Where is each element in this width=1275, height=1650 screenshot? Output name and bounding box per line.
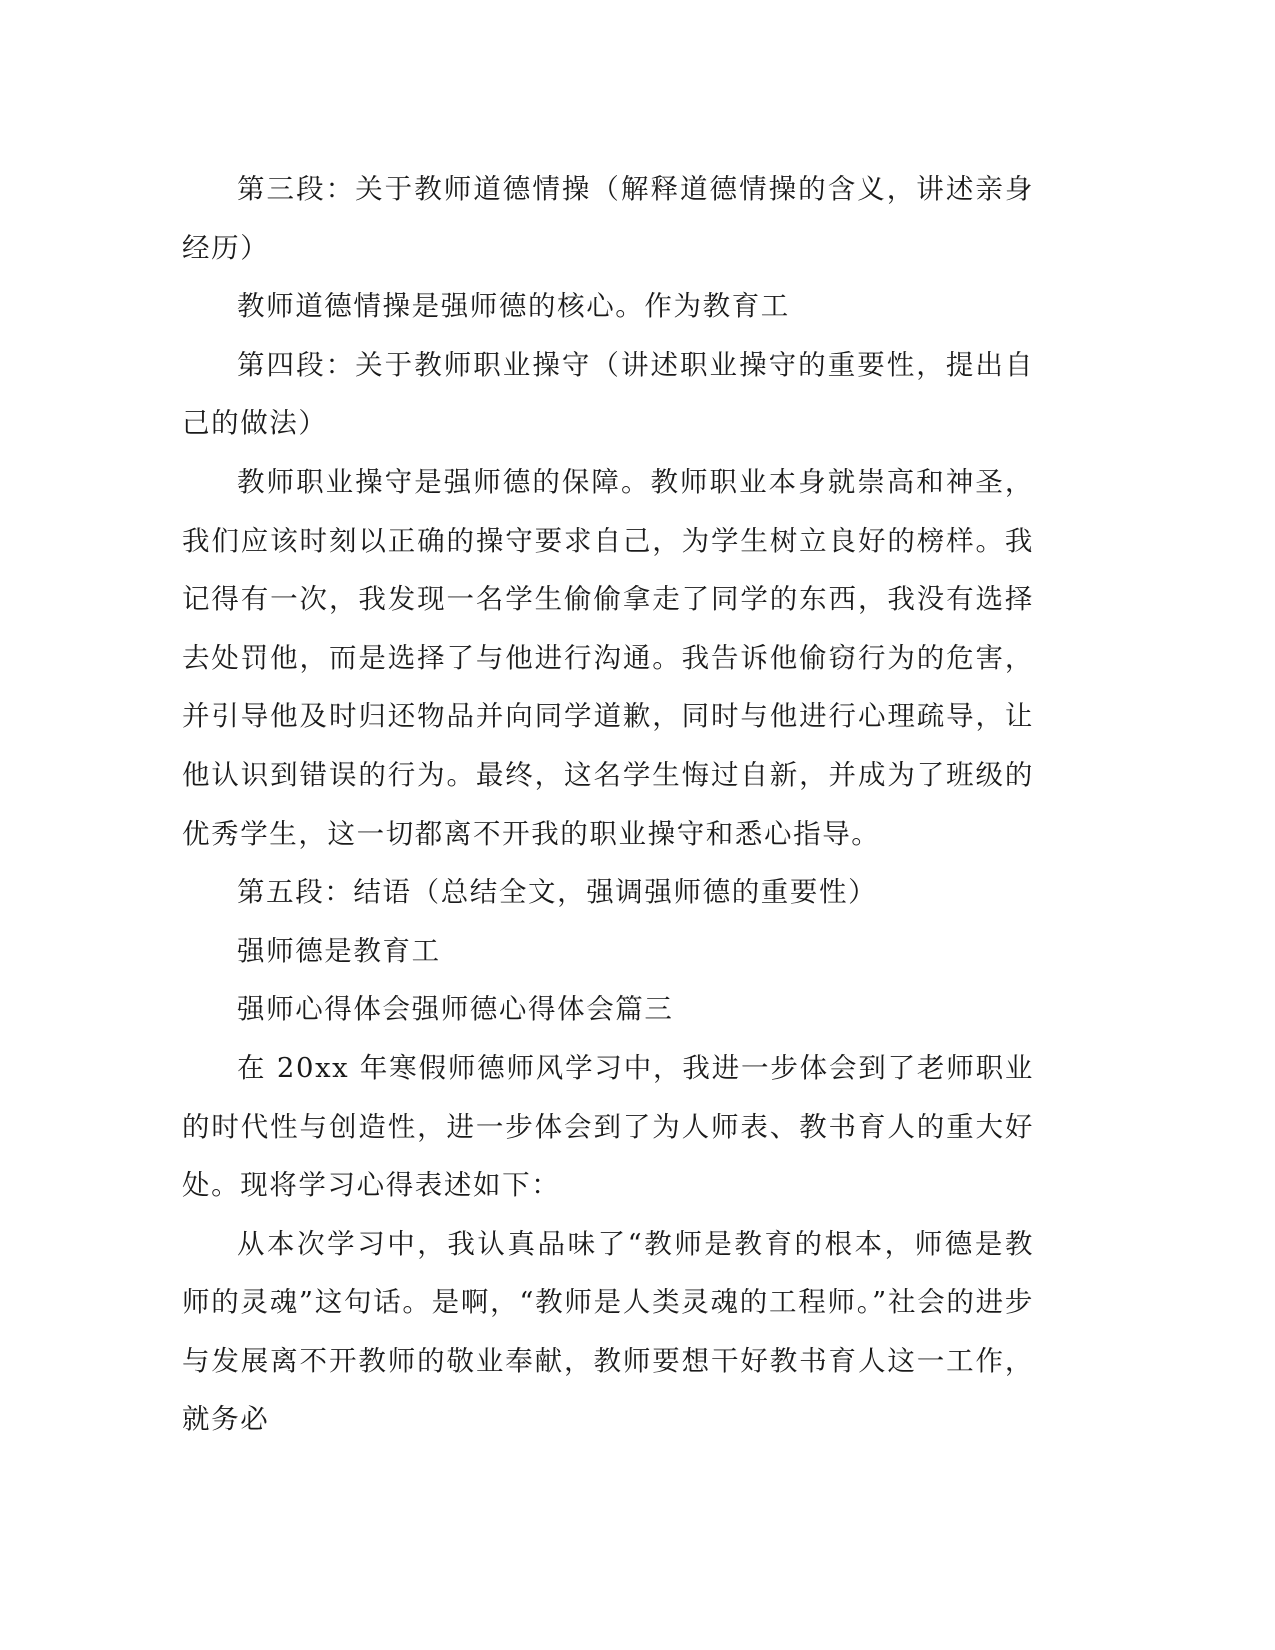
- paragraph-section-five-heading: 第五段：结语（总结全文，强调强师德的重要性）: [237, 876, 878, 909]
- document-body: [182, 160, 1034, 1449]
- paragraph-professional-ethics: 教师职业操守是强师德的保障。教师职业本身就崇高和神圣，我们应该时刻以正确的操守要求自己，为学生树立良好的榜样。我记得有一次，我发现一名学生偷偷拿走了同学的东西，我没有选择去处罚他，而是选择了与他进行沟通。我告诉他偷窃行为的危害，并引导他及时归还物品并向同学道歉，同时与他进行心理疏导，让他认识到错误的行为。最终，这名学生悔过自新，并成为了班级的优秀学生，这一切都离不开我的职业操守和悉心指导。: [182, 465, 1034, 850]
- paragraph-conclusion: 强师德是教育工: [237, 934, 441, 967]
- paragraph-winter-study: 在 20xx 年寒假师德师风学习中，我进一步体会到了老师职业的时代性与创造性，进一步体会到了为人师表、教书育人的重大好处。现将学习心得表述如下：: [182, 1051, 1034, 1202]
- paragraph-study-reflection: 从本次学习中，我认真品味了“教师是教育的根本，师德是教师的灵魂”这句话。是啊，“教师是人类灵魂的工程师。”社会的进步与发展离不开教师的敬业奉献，教师要想干好教书育人这一工作，就务必: [182, 1227, 1034, 1436]
- paragraph-section-three-heading: 第三段：关于教师道德情操（解释道德情操的含义，讲述亲身经历）: [182, 173, 1034, 264]
- paragraph-section-four-heading: 第四段：关于教师职业操守（讲述职业操守的重要性，提出自己的做法）: [182, 348, 1034, 440]
- paragraph-part-three-title: 强师心得体会强师德心得体会篇三: [237, 993, 674, 1026]
- paragraph-moral-sentiment: 教师道德情操是强师德的核心。作为教育工: [237, 290, 790, 323]
